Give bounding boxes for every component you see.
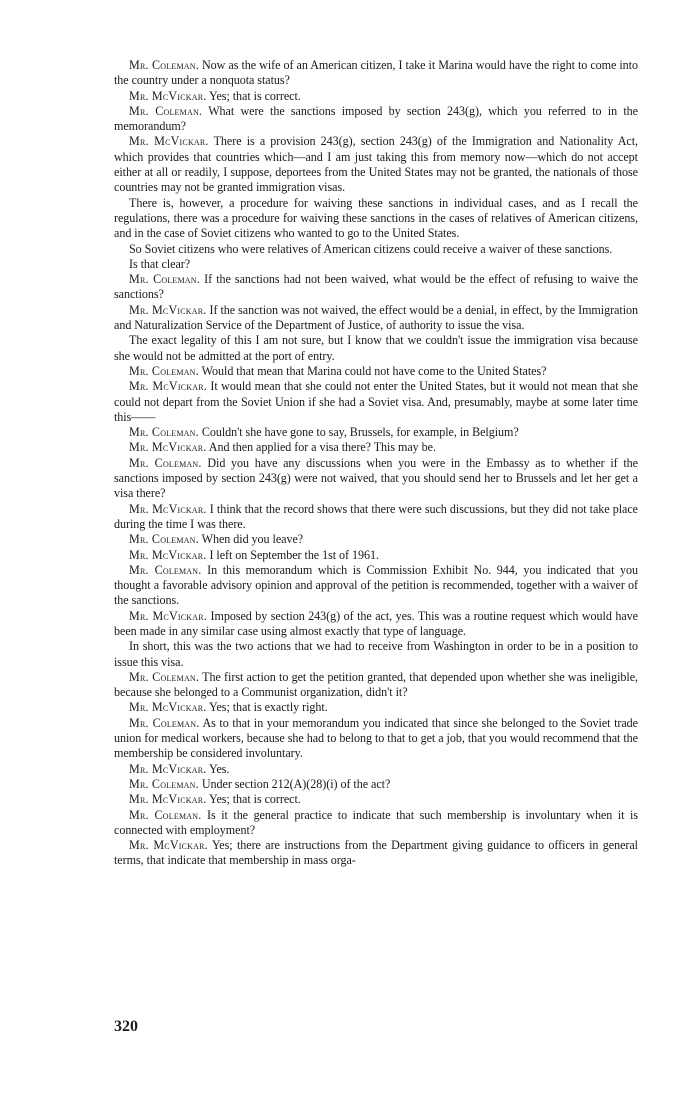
testimony-paragraph: [114, 257, 638, 272]
paragraph-text: Is it the general practice to indicate that such membership is involuntary when it is connected with employment?: [114, 807, 638, 837]
speaker-name: Mr. Coleman.: [129, 58, 199, 72]
speaker-name: Mr. McVickar.: [129, 547, 207, 562]
paragraph-text: Under section 212(A)(28)(i) of the act?: [198, 776, 391, 791]
speaker-name: Mr. McVickar.: [129, 440, 207, 455]
speaker-name: Mr. Coleman.: [129, 455, 202, 470]
speaker-name: Mr. Coleman.: [129, 425, 199, 440]
testimony-paragraph: [114, 272, 638, 303]
speaker-name: Mr. Coleman.: [129, 272, 200, 287]
testimony-paragraph: [114, 532, 638, 547]
testimony-paragraph: [114, 609, 638, 640]
paragraph-text: I think that the record shows that there were such discussions, but they did not take place during the time I was there.: [114, 501, 638, 531]
testimony-paragraph: [114, 333, 638, 364]
testimony-paragraph: [114, 716, 638, 762]
paragraph-text: Yes; that is correct.: [206, 88, 301, 103]
speaker-name: Mr. McVickar.: [129, 792, 207, 807]
speaker-name: Mr. Coleman.: [129, 363, 199, 378]
testimony-paragraph: [114, 425, 638, 440]
speaker-name: Mr. McVickar.: [129, 302, 207, 317]
testimony-paragraph: [114, 563, 638, 609]
testimony-paragraph: [114, 58, 638, 89]
testimony-paragraph: [114, 379, 638, 425]
paragraph-text: What were the sanctions imposed by section 243(g), which you referred to in the memorandum?: [114, 103, 638, 134]
testimony-paragraph: [114, 639, 638, 670]
paragraph-text: And then applied for a visa there? This may be.: [206, 440, 436, 455]
paragraph-text: In short, this was the two actions that we had to receive from Washington in order to be in a position to issue this visa.: [114, 639, 638, 669]
paragraph-text: The first action to get the petition granted, that depended upon whether she was ineligible, because she belonged to a Communist organization, didn't it?: [114, 669, 638, 700]
paragraph-text: I left on September the 1st of 1961.: [206, 547, 379, 562]
speaker-name: Mr. Coleman.: [129, 715, 200, 730]
speaker-name: Mr. McVickar.: [129, 501, 207, 516]
paragraph-text: Did you have any discussions when you were in the Embassy as to whether if the sanctions imposed by section 243(g) were not waived, that you should send her to Brussels and let her get a visa there?: [114, 455, 638, 501]
testimony-paragraph: [114, 89, 638, 104]
page-number: 320: [114, 1018, 138, 1035]
testimony-paragraph: [114, 242, 638, 257]
testimony-paragraph: [114, 792, 638, 807]
speaker-name: Mr. Coleman.: [129, 532, 199, 547]
paragraph-text: If the sanctions had not been waived, what would be the effect of refusing to waive the sanctions?: [114, 272, 638, 302]
testimony-paragraph: [114, 670, 638, 701]
speaker-name: Mr. Coleman.: [129, 807, 202, 822]
speaker-name: Mr. McVickar.: [129, 379, 207, 394]
testimony-paragraph: [114, 502, 638, 533]
speaker-name: Mr. Coleman.: [129, 669, 200, 684]
speaker-name: Mr. McVickar.: [129, 608, 207, 623]
paragraph-text: There is a provision 243(g), section 243(g) of the Immigration and Nationality Act, which provides that countries which—and I am just taking this from memory now—which do not accept either at all or readily, I suppose, deportees from the United States may not be granted, the nationals of those countries may not be granted immigration visas.: [114, 134, 638, 195]
paragraph-text: In this memorandum which is Commission Exhibit No. 944, you indicated that you thought a favorable advisory opinion and approval of the petition is recommended, together with a waiver of the sanctions.: [114, 562, 638, 608]
testimony-paragraph: [114, 440, 638, 455]
speaker-name: Mr. Coleman.: [129, 776, 199, 791]
speaker-name: Mr. McVickar.: [129, 134, 209, 149]
testimony-paragraph: [114, 777, 638, 792]
paragraph-text: Couldn't she have gone to say, Brussels, for example, in Belgium?: [198, 425, 519, 440]
paragraph-text: Is that clear?: [129, 256, 191, 271]
testimony-paragraph: [114, 548, 638, 563]
paragraph-text: As to that in your memorandum you indicated that since she belonged to the Soviet trade union for medical workers, because she had to belong to that to get a job, that you would recommend that the membership be considered involuntary.: [114, 715, 638, 761]
testimony-text: [114, 58, 638, 869]
paragraph-text: Yes; that is exactly right.: [206, 700, 328, 715]
paragraph-text: There is, however, a procedure for waiving these sanctions in individual cases, and as I recall the regulations, there was a procedure for waiving these sanctions in the cases of relatives of American citizens, and in the case of Soviet citizens who wanted to go to the United States.: [114, 195, 638, 241]
testimony-paragraph: [114, 762, 638, 777]
testimony-paragraph: [114, 838, 638, 869]
speaker-name: Mr. Coleman.: [129, 103, 203, 118]
paragraph-text: Yes.: [206, 761, 230, 776]
testimony-paragraph: [114, 196, 638, 242]
paragraph-text: Imposed by section 243(g) of the act, yes. This was a routine request which would have been made in any similar case using almost exactly that type of language.: [114, 608, 638, 638]
testimony-paragraph: [114, 134, 638, 195]
speaker-name: Mr. McVickar.: [129, 88, 207, 103]
paragraph-text: When did you leave?: [198, 532, 304, 547]
speaker-name: Mr. Coleman.: [129, 562, 202, 577]
paragraph-text: Yes; that is correct.: [206, 792, 301, 807]
testimony-paragraph: [114, 364, 638, 379]
paragraph-text: So Soviet citizens who were relatives of American citizens could receive a waiver of these sanctions.: [129, 241, 613, 256]
speaker-name: Mr. McVickar.: [129, 838, 208, 853]
speaker-name: Mr. McVickar.: [129, 700, 207, 715]
testimony-paragraph: [114, 456, 638, 502]
testimony-paragraph: [114, 303, 638, 334]
paragraph-text: The exact legality of this I am not sure, but I know that we couldn't issue the immigration visa because she would not be admitted at the port of entry.: [114, 333, 638, 363]
testimony-paragraph: [114, 104, 638, 135]
paragraph-text: Yes; there are instructions from the Department giving guidance to officers in general terms, that indicate that membership in mass orga-: [114, 838, 638, 868]
paragraph-text: Now as the wife of an American citizen, I take it Marina would have the right to come into the country under a nonquota status?: [114, 58, 638, 88]
testimony-paragraph: [114, 700, 638, 715]
paragraph-text: If the sanction was not waived, the effect would be a denial, in effect, by the Immigration and Naturalization Service of the Department of Justice, of authority to issue the visa.: [114, 302, 638, 333]
speaker-name: Mr. McVickar.: [129, 761, 207, 776]
testimony-paragraph: [114, 808, 638, 839]
paragraph-text: Would that mean that Marina could not have come to the United States?: [198, 363, 547, 378]
paragraph-text: It would mean that she could not enter the United States, but it would not mean that she could not depart from the Soviet Union if she had a Soviet visa. And, presumably, maybe at some later time this——: [114, 379, 638, 424]
